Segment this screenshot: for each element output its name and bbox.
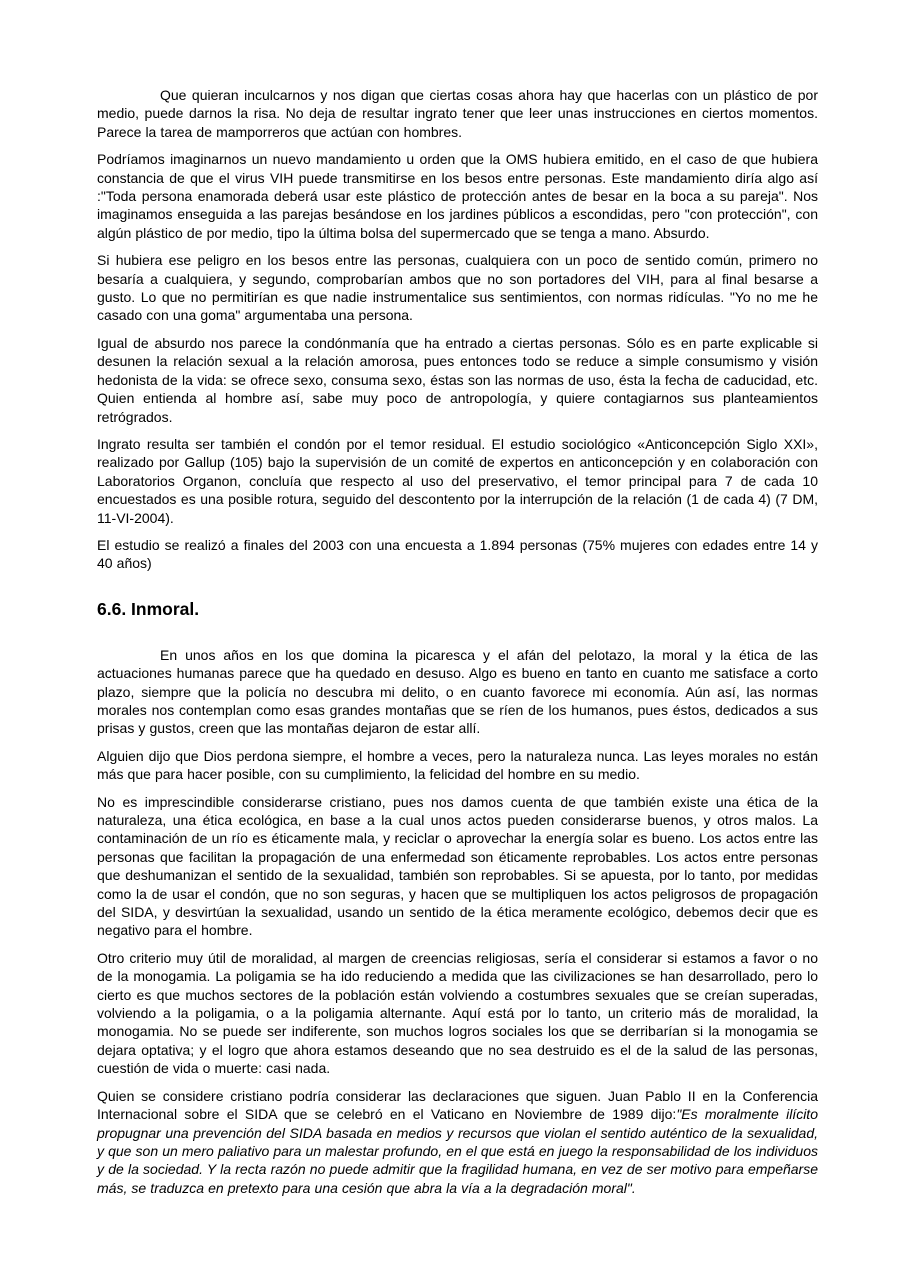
document-content xyxy=(97,86,818,1206)
paragraph xyxy=(97,793,818,940)
text-run: Alguien dijo que Dios perdona siempre, el hombre a veces, pero la naturaleza nunca. Las leyes morales no están más que para hacer posible, con su cumplimiento, la felicidad del hombre en su medio. xyxy=(97,747,818,783)
text-run: Quien se considere cristiano podría considerar las declaraciones que siguen. Juan Pablo II en la Conferencia Internacional sobre el SIDA que se celebró en el Vaticano en Noviembre de 1989 dijo: xyxy=(97,1087,818,1123)
text-run: Otro criterio muy útil de moralidad, al margen de creencias religiosas, sería el considerar si estamos a favor o no de la monogamia. La poligamia se ha ido reduciendo a medida que las civilizaciones se han desarrollado, pero lo cierto es que muchos sectores de la población están volviendo a costumbres sexuales que se creían superadas, volviendo a la poligamia, o a la poligamia alternante. Aquí está por lo tanto, un criterio más de moralidad, la monogamia. No se puede ser indiferente, son muchos logros sociales los que se derribarían si la monogamia se dejara optativa; y el logro que ahora estamos deseando que no sea destruido es el de la salud de las personas, cuestión de vida o muerte: casi nada. xyxy=(97,949,818,1077)
quote-italic-run: "Es moralmente ilícito propugnar una prevención del SIDA basada en medios y recursos que violan el sentido auténtico de la sexualidad, y que son un mero paliativo para un malestar profundo, en el que está en juego la responsabilidad de los individuos y de la sociedad. Y la recta razón no puede admitir que la fragilidad humana, en vez de ser motivo para empeñarse más, se traduzca en pretexto para una cesión que abra la vía a la degradación moral". xyxy=(97,1106,818,1196)
text-run: No es imprescindible considerarse cristiano, pues nos damos cuenta de que también existe una ética de la naturaleza, una ética ecológica, en base a la cual unos actos pueden considerarse buenos, y otros malos. La contaminación de un río es éticamente mala, y reciclar o aprovechar la energía solar es bueno. Los actos entre las personas que facilitan la propagación de una enfermedad son éticamente reprobables. Los actos entre personas que deshumanizan el sentido de la sexualidad, también son reprobables. Si se apuesta, por lo tanto, por medidas como la de usar el condón, que no son seguras, y hacen que se multipliquen los actos peligrosos de propagación del SIDA, y desvirtúan la sexualidad, usando un sentido de la ética meramente ecológico, debemos decir que es negativo para el hombre. xyxy=(97,793,818,939)
paragraph xyxy=(97,747,818,784)
text-run: Que quieran inculcarnos y nos digan que ciertas cosas ahora hay que hacerlas con un plástico de por medio, puede darnos la risa. No deja de resultar ingrato tener que leer unas instrucciones en ciertos momentos. Parece la tarea de mamporreros que actúan con hombres. xyxy=(97,87,818,140)
paragraph xyxy=(97,334,818,426)
section-heading: 6.6. Inmoral. xyxy=(97,598,200,619)
paragraph xyxy=(97,646,818,738)
text-run: Igual de absurdo nos parece la condónmanía que ha entrado a ciertas personas. Sólo es en parte explicable si desunen la relación sexual a la relación amorosa, pues entonces todo se reduce a simple consumismo y visión hedonista de la vida: se ofrece sexo, consuma sexo, éstas son las normas de uso, ésta la fecha de caducidad, etc. Quien entienda al hombre así, sabe muy poco de antropología, y quiere contagiarnos sus planteamientos retrógrados. xyxy=(97,334,818,425)
paragraph xyxy=(97,949,818,1078)
paragraph xyxy=(97,86,818,141)
text-run: El estudio se realizó a finales del 2003 con una encuesta a 1.894 personas (75% mujeres con edades entre 14 y 40 años) xyxy=(97,536,818,572)
text-run: Si hubiera ese peligro en los besos entre las personas, cualquiera con un poco de sentido común, primero no besaría a cualquiera, y segundo, comprobarían ambos que no son portadores del VIH, para al final besarse a gusto. Lo que no permitirían es que nadie instrumentalice sus sentimientos, con normas ridículas. "Yo no me he casado con una goma" argumentaba una persona. xyxy=(97,252,818,324)
paragraph xyxy=(97,536,818,573)
paragraph xyxy=(97,251,818,325)
paragraph xyxy=(97,1087,818,1197)
paragraph xyxy=(97,150,818,242)
paragraph xyxy=(97,435,818,527)
text-run: Ingrato resulta ser también el condón por el temor residual. El estudio sociológico «Anticoncepción Siglo XXI», realizado por Gallup (105) bajo la supervisión de un comité de expertos en anticoncepción y en colaboración con Laboratorios Organon, concluía que respecto al uso del preservativo, el temor principal para 7 de cada 10 encuestados es una posible rotura, seguido del descontento por la interrupción de la relación (1 de cada 4) (7 DM, 11-VI-2004). xyxy=(97,435,818,526)
text-run: Podríamos imaginarnos un nuevo mandamiento u orden que la OMS hubiera emitido, en el caso de que hubiera constancia de que el virus VIH puede transmitirse en los besos entre personas. Este mandamiento diría algo así :"Toda persona enamorada deberá usar este plástico de protección antes de besar en la boca a su pareja". Nos imaginamos enseguida a las parejas besándose en los jardines públicos a escondidas, pero "con protección", con algún plástico de por medio, tipo la última bolsa del supermercado que se tenga a mano. Absurdo. xyxy=(97,151,818,241)
text-run: En unos años en los que domina la picaresca y el afán del pelotazo, la moral y la ética de las actuaciones humanas parece que ha quedado en desuso. Algo es bueno en tanto en cuanto me satisface a corto plazo, siempre que la policía no descubra mi delito, o en cuanto favorece mi economía. Aún así, las normas morales nos contemplan como esas grandes montañas que se ríen de los humanos, pues éstos, dedicados a sus prisas y gustos, creen que las montañas dejaron de estar allí. xyxy=(97,646,818,737)
